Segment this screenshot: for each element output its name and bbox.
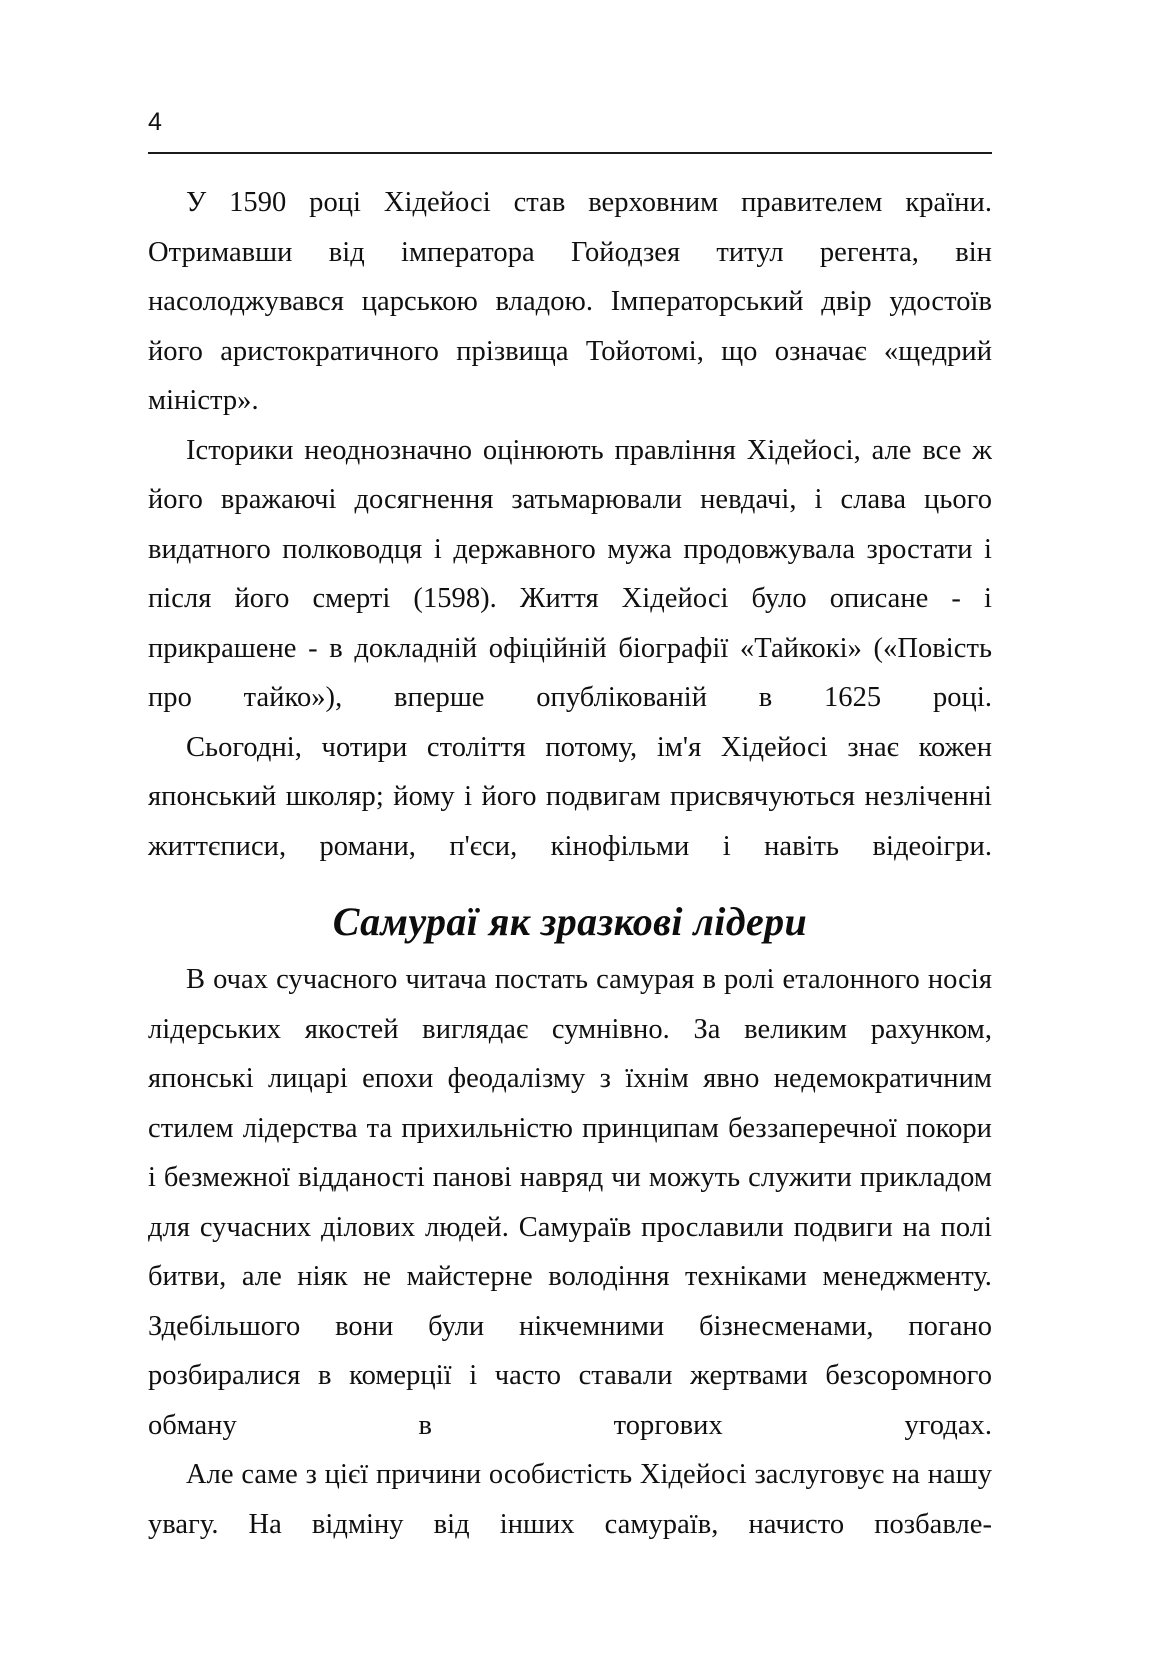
page-number: 4 (148, 108, 163, 136)
running-head (148, 0, 992, 146)
page-content-column (148, 0, 992, 1549)
paragraph: Історики неоднозначно оцінюють правління Хідейосі, але все ж його вражаючі досягнення затьмарювали невдачі, і слава цього видатного полководця і державного мужа продовжувала зростати і після його смерті (1598). Життя Хідейосі було описане - і прикрашене - в докладній офіційній біографії «Тайкокі» («Повість про тайко»), вперше опублікованій в 1625 році. (148, 434, 992, 713)
body-text (148, 178, 992, 1549)
paragraph: Але саме з цієї причини особистість Хідейосі заслуговує на нашу увагу. На відміну від інших самураїв, начисто позбавле- (148, 1459, 992, 1540)
paragraph: В очах сучасного читача постать самурая в ролі еталонного носія лідерських якостей виглядає сумнівно. За великим рахунком, японські лицарі епохи феодалізму з їхнім явно недемократичним стилем лідерства та прихильністю принципам беззаперечної покори і безмежної відданості панові навряд чи можуть служити прикладом для сучасних ділових людей. Самураїв прославили подвиги на полі битви, але ніяк не майстерне володіння техніками менеджменту. Здебільшого вони були нікчемними бізнесменами, погано розбиралися в комерції і часто ставали жертвами безсоромного обману в торгових угодах. (148, 964, 992, 1441)
section-heading: Самураї як зразкові лідери (332, 899, 808, 944)
paragraph: Сьогодні, чотири століття потому, ім'я Хідейосі знає кожен японський школяр; йому і його подвигам присвячуються незліченні життєписи, романи, п'єси, кінофільми і навіть відеоігри. (148, 731, 992, 862)
header-divider (148, 152, 992, 154)
paragraph: У 1590 році Хідейосі став верховним правителем країни. Отримавши від імператора Гойодзея титул регента, він насолоджувався царською владою. Імператорський двір удостоїв його аристократичного прізвища Тойотомі, що означає «щедрий міністр». (148, 187, 992, 416)
